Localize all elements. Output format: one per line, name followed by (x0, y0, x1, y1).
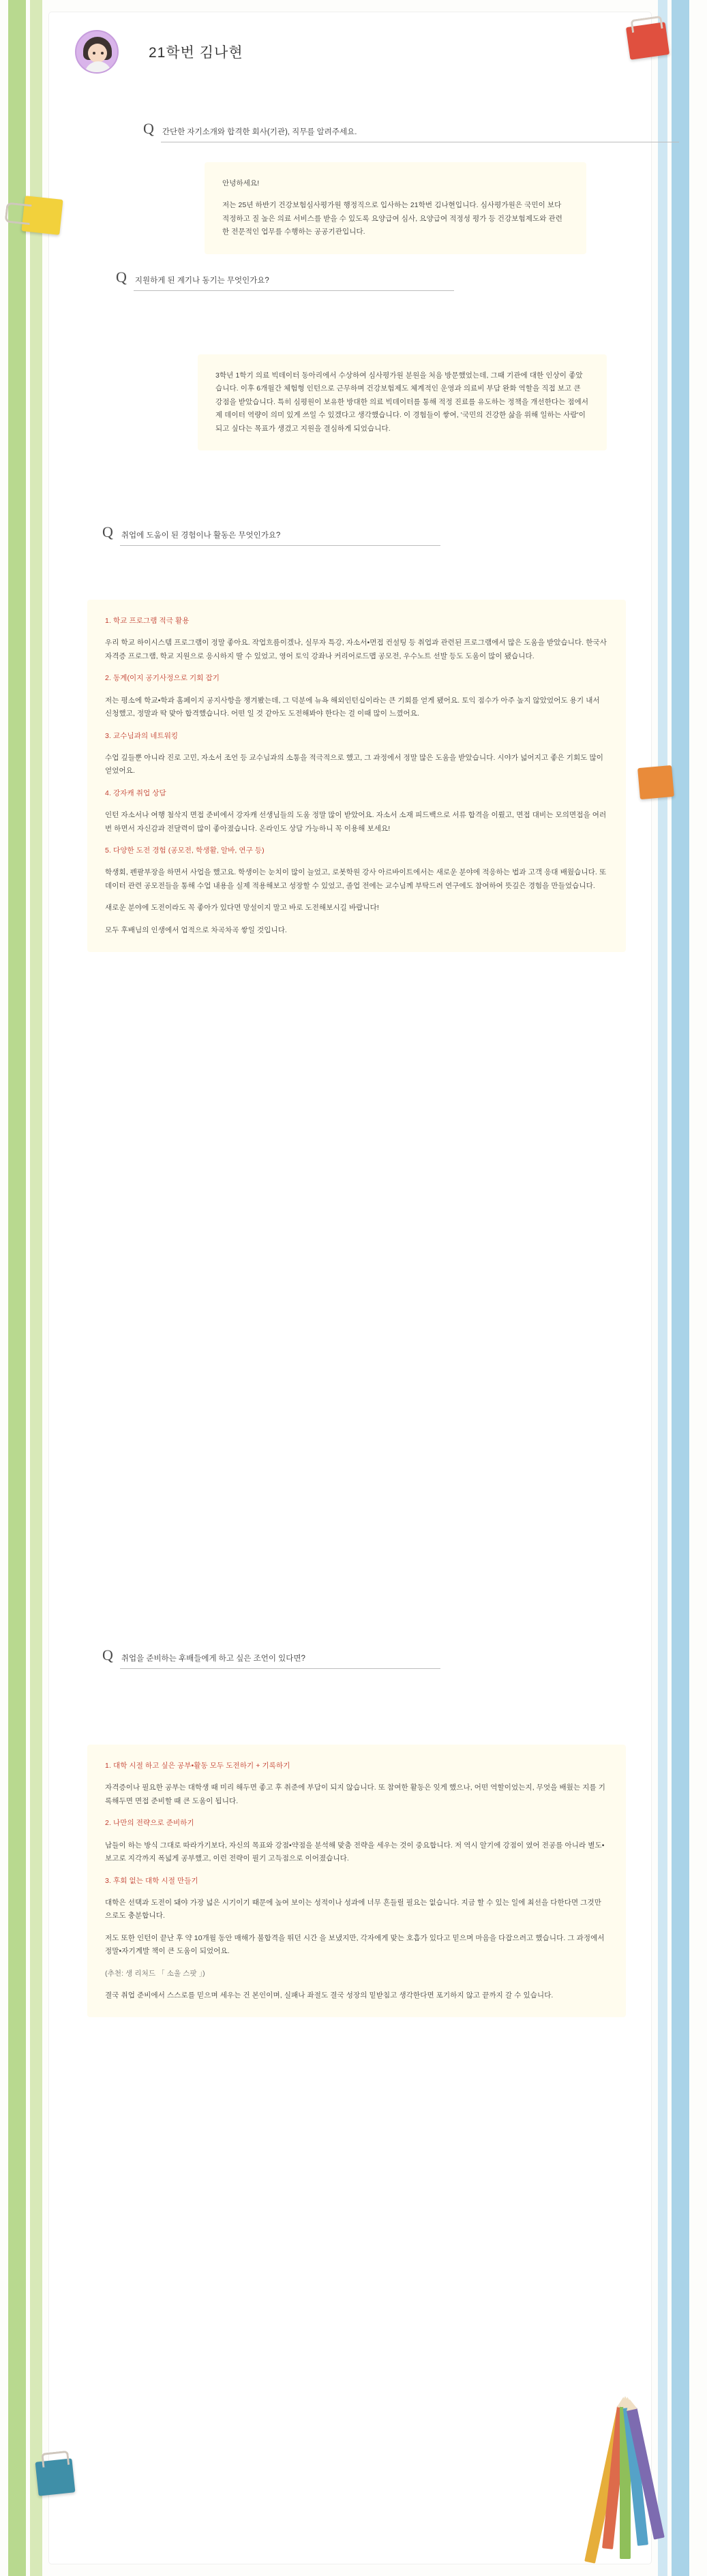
answer-1-p1: 안녕하세요! (222, 179, 260, 187)
orange-clip-icon (637, 765, 674, 799)
question-2-text: 지원하게 된 계기나 동기는 무엇인가요? (134, 275, 454, 291)
experience-section-3-title: 3. 교수님과의 네트워킹 (105, 731, 179, 740)
experience-section-5-body: 학생회, 펜팔부장을 하면서 사업을 했고요. 학생이는 눈치이 많이 늘었고, 로봇학원 강사 아르바이트에서는 새로운 분야에 적응하는 법과 고객 응대 배웠습니다. 또 데이터 관련 공모전들을 통해 수업 내용을 실제 적용해보고 성장할 수 있었고, 졸업 전에는 교수님께 부탁드려 연구에도 참여하여 뜻깊은 경험을 만들었습니다. (105, 868, 607, 890)
advice-section-3-body: 대학은 선택과 도전이 돼야 가장 넓은 시기이기 때문에 높여 보이는 성적이나 성과에 너무 흔들릴 필요는 없습니다. 지금 할 수 있는 일에 최선을 다한다면 그것만으로도 충분합니다. (105, 1898, 601, 1920)
experience-closing-1: 새로운 분야에 도전이라도 꼭 좋아가 있다면 망설이지 말고 바로 도전해보시길 바랍니다! (105, 904, 379, 913)
answer-2-card (198, 354, 607, 450)
experience-section-2-title: 2. 동계(이지 공기사정으로 기회 잡기 (105, 674, 220, 683)
question-2 (116, 270, 454, 291)
teal-clip-icon (35, 2458, 76, 2496)
answer-1-card (205, 162, 586, 254)
yellow-clip-icon (21, 196, 63, 235)
avatar-face-icon (88, 44, 107, 63)
question-3-text: 취업에 도움이 된 경험이나 활동은 무엇인가요? (120, 530, 440, 546)
question-marker: Q (143, 120, 154, 137)
question-marker: Q (102, 523, 113, 540)
decor-stripe-blue-inner (658, 0, 667, 2576)
avatar-eye-right-icon (101, 52, 104, 55)
experience-section-2-body: 저는 평소에 학교•학과 홈페이지 공지사항을 챙겨봤는데, 그 덕분에 뉴욕 해외인턴십이라는 큰 기회를 얻게 됐어요. 토익 점수가 아주 높지 않았었어도 용기 내서 신청했고, 정말과 딱 맞아 합격했습니다. 어떤 일 것 같아도 도전해봐야 한다는 걸 이때 많이 느꼈어요. (105, 696, 600, 718)
experience-section-1-title: 1. 학교 프로그램 적극 활용 (105, 617, 190, 625)
answer-3-card (87, 600, 626, 952)
decor-stripe-green-inner (30, 0, 42, 2576)
experience-section-4-title: 4. 강자캐 취업 상담 (105, 788, 166, 797)
advice-closing-2: 결국 취업 준비에서 스스로를 믿으며 세우는 건 본인이며, 실패나 좌절도 결국 성장의 밑받침고 생각한다면 포기하지 않고 끝까지 갈 수 있습니다. (105, 1991, 554, 2000)
advice-section-3-title: 3. 후회 없는 대학 시절 만들기 (105, 1876, 198, 1885)
question-3 (102, 525, 440, 546)
avatar-body-icon (85, 61, 112, 74)
advice-closing-1: 저도 또한 인턴이 끝난 후 약 10개월 동안 매해가 불합격을 뛰던 시간 을 보냈지만, 각자에게 맞는 호흡가 있다고 믿으며 마음을 다잡으려고 했습니다. 그 과정에서 정말•자기계발 책이 큰 도움이 되었어요. (105, 1933, 605, 1956)
advice-section-1-title: 1. 대학 시절 하고 싶은 공부•활동 모두 도전하기 + 기록하기 (105, 1762, 290, 1770)
experience-section-5-title: 5. 다양한 도전 경험 (공모전, 학생활, 알바, 연구 등) (105, 846, 265, 855)
advice-section-2-body: 남들이 하는 방식 그대로 따라가기보다, 자신의 목표와 강점•약점을 분석해 맞춤 전략을 세우는 것이 중요합니다. 저 역시 알기에 강점이 였어 전공를 아니라 별도•보고로 지각까지 폭넓게 공부했고, 이런 전략이 필기 고득점으로 이어졌습니다. (105, 1841, 605, 1863)
avatar-eye-left-icon (93, 52, 95, 55)
advice-book-reference: (추천: 생 리처드 「 소울 스팟 」) (105, 1969, 205, 1978)
question-4 (102, 1648, 440, 1669)
red-clip-icon (626, 22, 670, 60)
decor-stripe-green-outer (8, 0, 26, 2576)
advice-section-2-title: 2. 나만의 전략으로 준비하기 (105, 1819, 194, 1828)
question-1 (143, 121, 679, 142)
question-marker: Q (102, 1646, 113, 1663)
question-marker: Q (116, 269, 127, 286)
avatar (75, 30, 119, 74)
answer-2-p1: 3학년 1학기 의료 빅데이터 동아리에서 수상하여 심사평가원 분원을 처음 방문했었는데, 그때 기관에 대한 인상이 좋았습니다. 이후 6개월간 체험형 인턴으로 근무하며 건강보험제도 체계적인 운영과 의료비 부담 완화 역할을 직접 보고 큰 강점을 받았습니다. 특히 심평원이 보유한 방대한 의료 빅데이터를 통해 적정 진료를 유도하는 정책을 개선한다는 점에서 제 데이터 역량이 의미 있게 쓰일 수 있겠다고 생각했습니다. 이 경험들이 쌓여, '국민의 건강한 삶을 위해 일하는 사람'이 되고 싶다는 목표가 생겼고 지원을 결심하게 되었습니다. (215, 371, 589, 433)
question-4-text: 취업을 준비하는 후배들에게 하고 싶은 조언이 있다면? (120, 1653, 440, 1669)
answer-1-p2: 저는 25년 하반기 건강보험심사평가원 행정직으로 입사하는 21학번 김나현입니다. 심사평가원은 국민이 보다 적정하고 질 높은 의료 서비스를 받을 수 있도록 요양급여 심사, 요양급여 적정성 평가 등 건강보험제도와 관련한 전문적인 업무를 수행하는 공공기관입니다. (222, 201, 562, 236)
decor-stripe-blue-outer (672, 0, 689, 2576)
question-1-text: 간단한 자기소개와 합격한 회사(기관), 직무를 알려주세요. (161, 127, 679, 142)
experience-section-3-body: 수업 깊들뿐 아니라 진로 고민, 자소서 조언 등 교수님과의 소통을 적극적으로 했고, 그 과정에서 정말 많은 도움을 받았습니다. 시야가 넓어지고 좋은 기회도 많이 얻었어요. (105, 753, 603, 776)
experience-closing-2: 모두 후배님의 인생에서 업적으로 차곡차곡 쌓일 것입니다. (105, 925, 287, 934)
advice-section-1-body: 자격증이나 필요한 공부는 대학생 때 미리 해두면 좋고 후 취준에 부담이 되지 않습니다. 또 참여한 활동은 잊게 했으나, 어떤 역할이었는지, 무엇을 배웠는 지를 기록해두면 면접 준비할 때 큰 도움이 됩니다. (105, 1783, 605, 1805)
experience-section-1-body: 우리 학교 하이시스템 프로그램이 정말 좋아요. 작업흐름이겠나, 실무자 특강, 자소서•면접 컨설팅 등 취업과 관련된 프로그램에서 많은 도움을 받았습니다. 한국사 자격증 프로그램, 학교 지원으로 응시하지 딸 수 있었고, 영어 토익 강좌나 커리어로드맵 공모전, 우수노트 선발 등도 도움이 많이 됐습니다. (105, 639, 607, 660)
page-title: 21학번 김나현 (149, 45, 243, 61)
experience-section-4-body: 인턴 자소서나 여행 첨삭지 면접 준비에서 강자캐 선생님들의 도움 정말 많이 받았어요. 자소서 소재 피드백으로 서류 합격을 이뤘고, 면접 대비는 모의면접을 여러 번 하면서 자신감과 전달력이 많이 좋아졌습니다. 온라인도 상담 가능하니 꼭 이용해 보세요! (105, 811, 607, 833)
answer-4-card (87, 1745, 626, 2017)
page-header (75, 30, 243, 74)
